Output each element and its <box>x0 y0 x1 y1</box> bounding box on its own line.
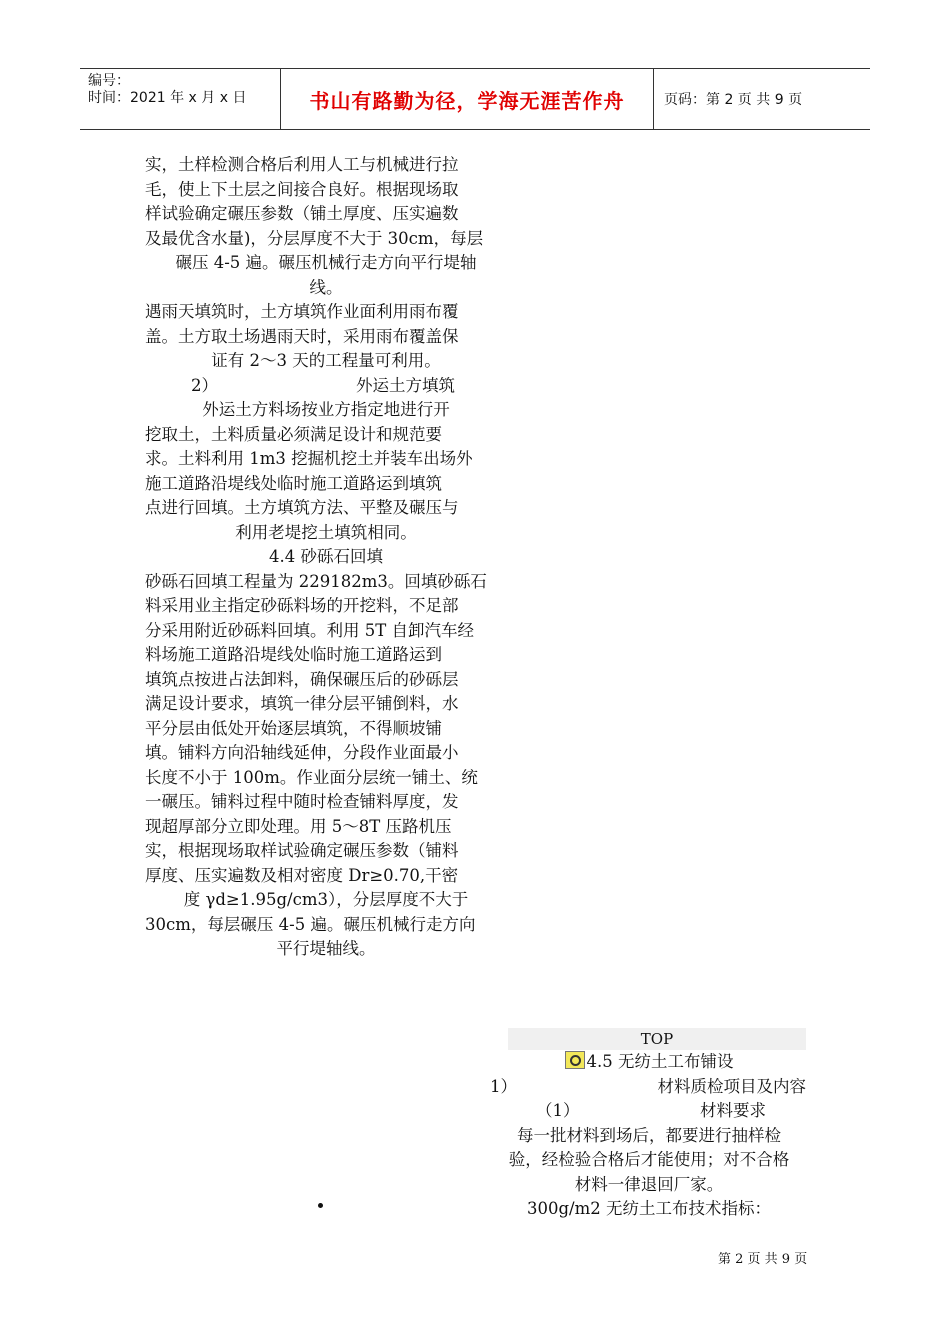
time-label: 时间：2021 年 x 月 x 日 <box>88 90 247 106</box>
paragraph-line: 分采用附近砂砾料回填。利用 5T 自卸汽车经 <box>145 620 474 640</box>
paragraph-line: 线。 <box>309 277 343 297</box>
number-label: 编号： <box>88 73 130 89</box>
paragraph-line: 满足设计要求，填筑一律分层平铺倒料，水 <box>145 694 459 713</box>
subheading-outbound-earth <box>145 374 507 399</box>
paragraph-line: 证有 2～3 天的工程量可利用。 <box>211 351 441 370</box>
paragraph-line: 砂砾石回填工程量为 229182m3。回填砂砾石 <box>145 571 487 591</box>
paragraph-line: 厚度、压实遍数及相对密度 Dr≥0.70,干密 <box>145 865 459 885</box>
paragraph-line: 求。土料利用 1m3 挖掘机挖土并装车出场外 <box>145 449 473 468</box>
paragraph-line: 现超厚部分立即处理。用 5～8T 压路机压 <box>145 816 452 836</box>
paragraph-line: 施工道路沿堤线处临时施工道路运到填筑 <box>145 473 442 493</box>
paragraph-line: 利用老堤挖土填筑相同。 <box>235 522 417 542</box>
paragraph-line: 300g/m2 无纺土工布技术指标： <box>526 1199 771 1218</box>
paragraph-line: 度 γd≥1.95g/cm3），分层厚度不大于 <box>183 890 469 909</box>
header-motto: 书山有路勤为径，学海无涯苦作舟 <box>280 69 654 129</box>
paragraph-line: 材料一律退回厂家。 <box>574 1174 724 1194</box>
main-column <box>145 153 507 962</box>
paragraph-line: 一碾压。铺料过程中随时检查铺料厚度，发 <box>145 792 459 811</box>
paragraph-line: 料采用业主指定砂砾料场的开挖料，不足部 <box>145 596 459 615</box>
paragraph-line: 实，根据现场取样试验确定碾压参数（铺料 <box>145 841 459 860</box>
top-link[interactable]: TOP <box>508 1028 806 1050</box>
page-header <box>80 68 870 130</box>
subheading-title: 外运土方填筑 <box>356 375 455 395</box>
paragraph-line: 外运土方料场按业方指定地进行开 <box>202 400 450 419</box>
header-page-label: 页码：第 2 页 共 9 页 <box>664 92 803 108</box>
document-link-icon[interactable] <box>565 1051 585 1069</box>
paragraph-line: 碾压 4-5 遍。碾压机械行走方向平行堤轴 <box>175 253 477 272</box>
right-column <box>484 1028 814 1222</box>
paragraph-line: 及最优含水量)，分层厚度不大于 30cm，每层 <box>145 228 484 248</box>
paragraph-line: 每一批材料到场后，都要进行抽样检 <box>517 1125 781 1145</box>
paragraph-line: 遇雨天填筑时，土方填筑作业面利用雨布覆 <box>145 302 459 321</box>
paragraph-line: 料场施工道路沿堤线处临时施工道路运到 <box>145 645 442 664</box>
subheading-number: （1） <box>536 1101 580 1120</box>
paragraph-line: 填。铺料方向沿轴线延伸，分段作业面最小 <box>145 743 459 762</box>
paragraph-line: 样试验确定碾压参数（铺土厚度、压实遍数 <box>145 204 459 223</box>
subheading-number: 2） <box>191 375 218 395</box>
subheading-material-requirements <box>484 1099 814 1124</box>
paragraph-line: 挖取土，土料质量必须满足设计和规范要 <box>145 424 442 444</box>
subheading-number: 1） <box>490 1076 517 1096</box>
paragraph-line: 验，经检验合格后才能使用；对不合格 <box>508 1150 790 1169</box>
bullet-dot <box>318 1203 323 1208</box>
footer-page-number: 第 2 页 共 9 页 <box>718 1252 808 1267</box>
subheading-title: 材料要求 <box>700 1101 766 1120</box>
paragraph-line: 点进行回填。土方填筑方法、平整及碾压与 <box>145 498 459 517</box>
header-meta <box>80 69 280 129</box>
paragraph-line: 30cm，每层碾压 4-5 遍。碾压机械行走方向 <box>145 914 476 934</box>
paragraph-line: 填筑点按进占法卸料，确保碾压后的砂砾层 <box>145 669 459 689</box>
section-heading-text: 4.5 无纺土工布铺设 <box>586 1052 734 1071</box>
paragraph-line: 毛，使上下土层之间接合良好。根据现场取 <box>145 179 459 199</box>
paragraph-line: 盖。土方取土场遇雨天时，采用雨布覆盖保 <box>145 326 459 346</box>
paragraph-line: 平行堤轴线。 <box>276 939 376 958</box>
paragraph-line: 平分层由低处开始逐层填筑，不得顺坡铺 <box>145 718 442 738</box>
subheading-quality-check <box>484 1075 814 1100</box>
section-heading <box>484 1050 814 1075</box>
paragraph-line: 长度不小于 100m。作业面分层统一铺土、统 <box>145 767 478 787</box>
paragraph-line: 实，土样检测合格后利用人工与机械进行拉 <box>145 155 459 174</box>
section-heading: 4.4 砂砾石回填 <box>269 547 383 566</box>
subheading-title: 材料质检项目及内容 <box>657 1076 806 1096</box>
